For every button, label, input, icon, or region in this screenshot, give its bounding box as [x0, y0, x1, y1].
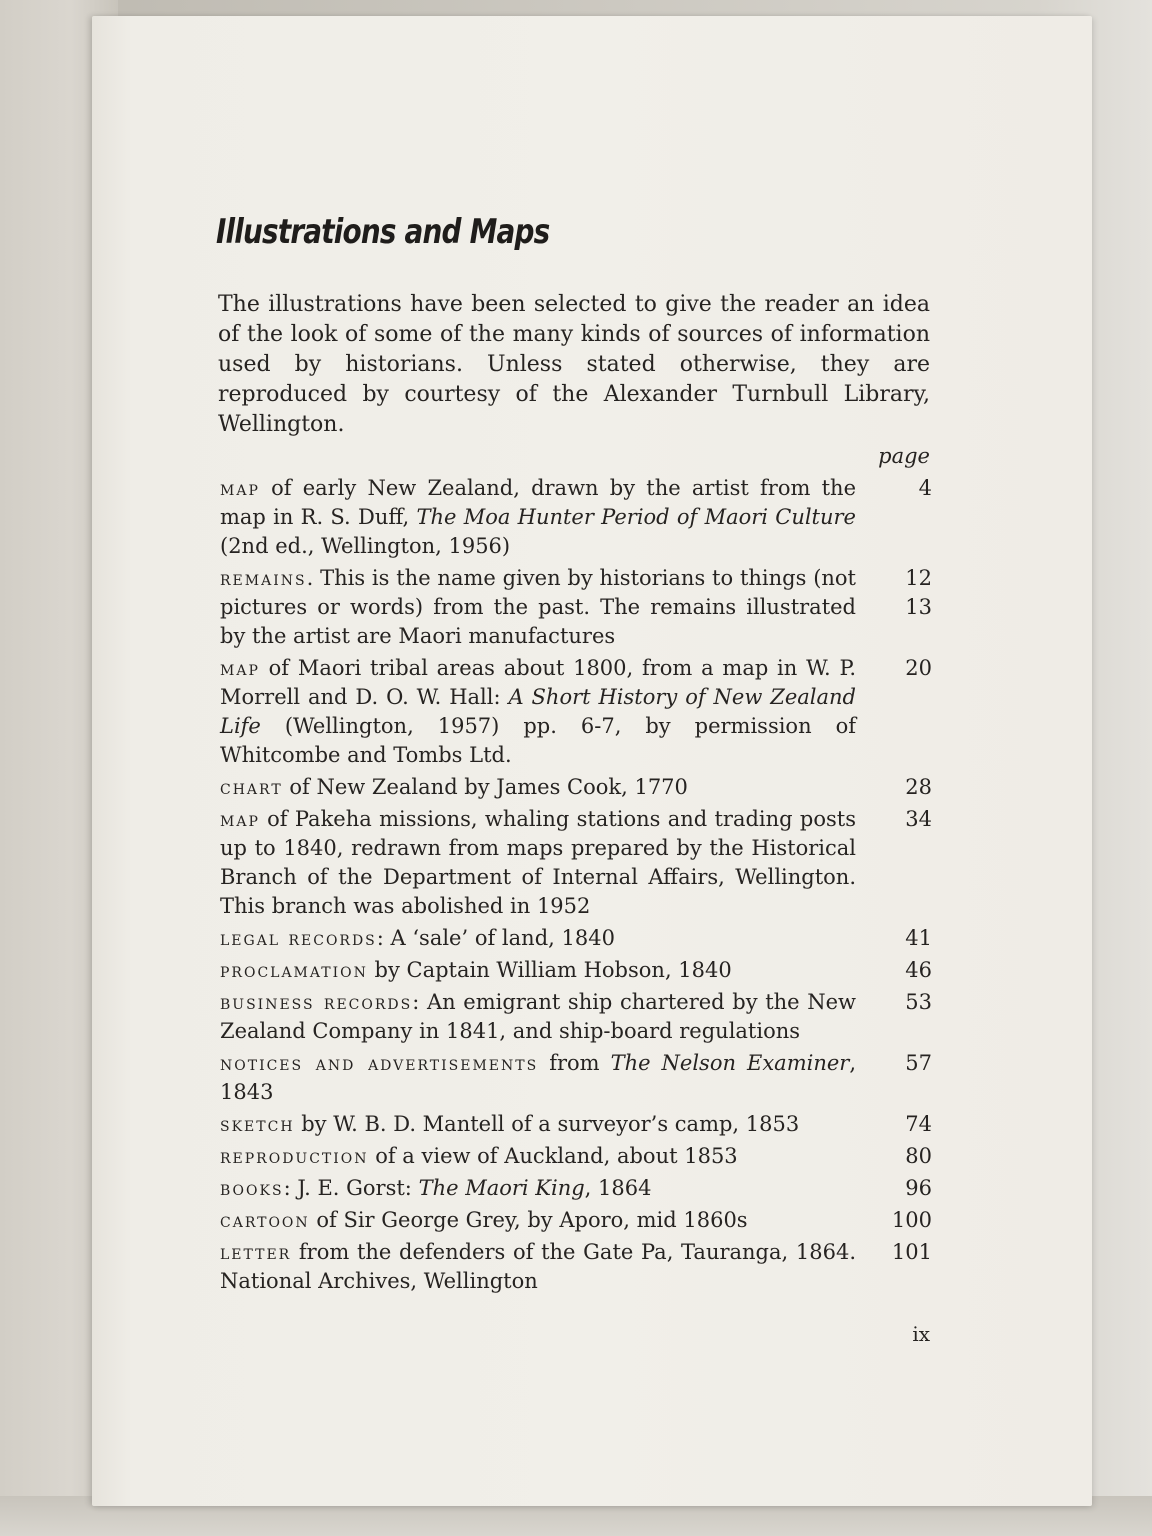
- entry-description: [220, 564, 856, 651]
- entry-page-number: 12: [905, 566, 932, 590]
- entry-keyword: cartoon: [220, 1208, 310, 1232]
- entry-text-rest: , 1843: [220, 1051, 857, 1104]
- entry-italic-title: The Moa Hunter Period of Maori Culture: [416, 505, 856, 529]
- entry-italic-title: A Short History of New Zealand Life: [220, 685, 856, 738]
- entry-keyword: letter: [220, 1240, 292, 1264]
- list-item: [220, 773, 932, 802]
- entry-keyword: business records: [220, 990, 413, 1014]
- entry-keyword: remains: [220, 566, 307, 590]
- entry-page-numbers: [862, 956, 932, 985]
- entry-page-number: 46: [905, 958, 932, 982]
- entry-page-numbers: [862, 805, 932, 834]
- entry-page-numbers: [862, 1142, 932, 1171]
- entry-text: of New Zealand by James Cook, 1770: [282, 775, 688, 799]
- list-item: [220, 1110, 932, 1139]
- entry-page-number: 80: [905, 1144, 932, 1168]
- entry-page-number: 100: [891, 1208, 932, 1232]
- entry-description: [220, 1142, 856, 1171]
- entry-page-numbers: [862, 1049, 932, 1078]
- list-item: [220, 654, 932, 770]
- list-item: [220, 924, 932, 953]
- entry-italic-title: The Maori King: [418, 1176, 585, 1200]
- page-column-heading: page: [878, 444, 930, 468]
- entry-page-numbers: [862, 1238, 932, 1267]
- entry-page-number: 28: [905, 775, 932, 799]
- entry-page-numbers: [862, 1110, 932, 1139]
- entry-text: . This is the name given by historians to things (not pictures or words) from the past. The remains illustrated by the artist are Maori manufactures: [220, 566, 856, 648]
- entry-keyword: notices and advertisements: [220, 1051, 539, 1075]
- entry-page-number: 34: [905, 807, 932, 831]
- entry-description: [220, 654, 856, 770]
- page-number: ix: [912, 1322, 930, 1346]
- entry-description: [220, 956, 856, 985]
- entry-description: [220, 988, 856, 1046]
- entry-keyword: legal records: [220, 926, 377, 950]
- entry-page-number: 96: [905, 1176, 932, 1200]
- entry-text: of a view of Auckland, about 1853: [368, 1144, 738, 1168]
- list-item: [220, 1142, 932, 1171]
- entry-text: : A ‘sale’ of land, 1840: [376, 926, 615, 950]
- entry-page-numbers: [862, 1174, 932, 1203]
- list-item: [220, 474, 932, 561]
- entry-text: : An emigrant ship chartered by the New Zealand Company in 1841, and ship-board regulations: [220, 990, 856, 1043]
- entry-page-number: 20: [905, 656, 932, 680]
- entry-description: [220, 924, 856, 953]
- entry-keyword: map: [220, 476, 260, 500]
- entry-italic-title: The Nelson Examiner: [610, 1051, 850, 1075]
- entry-text: from the defenders of the Gate Pa, Tauranga, 1864. National Archives, Wellington: [220, 1240, 856, 1293]
- list-item: [220, 1238, 932, 1296]
- entry-text-rest: (2nd ed., Wellington, 1956): [220, 534, 511, 558]
- entry-description: [220, 1049, 856, 1107]
- entry-text-rest: , 1864: [584, 1176, 652, 1200]
- entry-text: of Pakeha missions, whaling stations and trading posts up to 1840, redrawn from maps prepared by the Historical Branch of the Department of Internal Affairs, Wellington. This branch was abolished in 1952: [220, 807, 856, 918]
- list-item: [220, 1174, 932, 1203]
- list-item: [220, 1049, 932, 1107]
- intro-paragraph: The illustrations have been selected to give the reader an idea of the look of some of the many kinds of sources of information used by historians. Unless stated otherwise, they are reproduced by courtesy of the Alexander Turnbull Library, Wellington.: [218, 292, 930, 437]
- entry-keyword: proclamation: [220, 958, 368, 982]
- entry-description: [220, 773, 856, 802]
- entry-page-number: 53: [905, 990, 932, 1014]
- entry-text: : J. E. Gorst:: [283, 1176, 419, 1200]
- entry-text: of early New Zealand, drawn by the artist from the map in R. S. Duff,: [220, 476, 856, 529]
- entry-page-number: 74: [905, 1112, 932, 1136]
- entry-keyword: reproduction: [220, 1144, 369, 1168]
- entry-text-rest: (Wellington, 1957) pp. 6-7, by permission of Whitcombe and Tombs Ltd.: [220, 714, 856, 767]
- list-item: [220, 805, 932, 921]
- list-item: [220, 956, 932, 985]
- entry-page-numbers: [862, 564, 932, 622]
- entry-keyword: chart: [220, 775, 283, 799]
- list-item: [220, 988, 932, 1046]
- list-item: [220, 1206, 932, 1235]
- entry-keyword: books: [220, 1176, 284, 1200]
- entry-text: by Captain William Hobson, 1840: [367, 958, 732, 982]
- entry-page-numbers: [862, 654, 932, 683]
- entry-keyword: map: [220, 807, 260, 831]
- entry-description: [220, 1174, 856, 1203]
- entry-page-numbers: [862, 988, 932, 1017]
- entry-keyword: sketch: [220, 1112, 295, 1136]
- entry-description: [220, 1206, 856, 1235]
- entry-text: by W. B. D. Mantell of a surveyor’s camp, 1853: [294, 1112, 800, 1136]
- entry-text: from: [538, 1051, 611, 1075]
- page-title: Illustrations and Maps: [216, 212, 550, 252]
- entry-page-numbers: [862, 773, 932, 802]
- illustration-list: [220, 474, 932, 1299]
- entry-description: [220, 1238, 856, 1296]
- entry-description: [220, 1110, 856, 1139]
- entry-description: [220, 474, 856, 561]
- entry-page-number: 4: [918, 476, 932, 500]
- entry-page-numbers: [862, 924, 932, 953]
- entry-description: [220, 805, 856, 921]
- entry-page-numbers: [862, 1206, 932, 1235]
- entry-page-number: 41: [905, 926, 932, 950]
- entry-text: of Sir George Grey, by Aporo, mid 1860s: [309, 1208, 748, 1232]
- entry-page-numbers: [862, 474, 932, 503]
- entry-page-number: 13: [905, 595, 932, 619]
- entry-page-number: 101: [891, 1240, 932, 1264]
- entry-keyword: map: [220, 656, 260, 680]
- entry-text: of Maori tribal areas about 1800, from a map in W. P. Morrell and D. O. W. Hall:: [220, 656, 856, 709]
- entry-page-number: 57: [905, 1051, 932, 1075]
- list-item: [220, 564, 932, 651]
